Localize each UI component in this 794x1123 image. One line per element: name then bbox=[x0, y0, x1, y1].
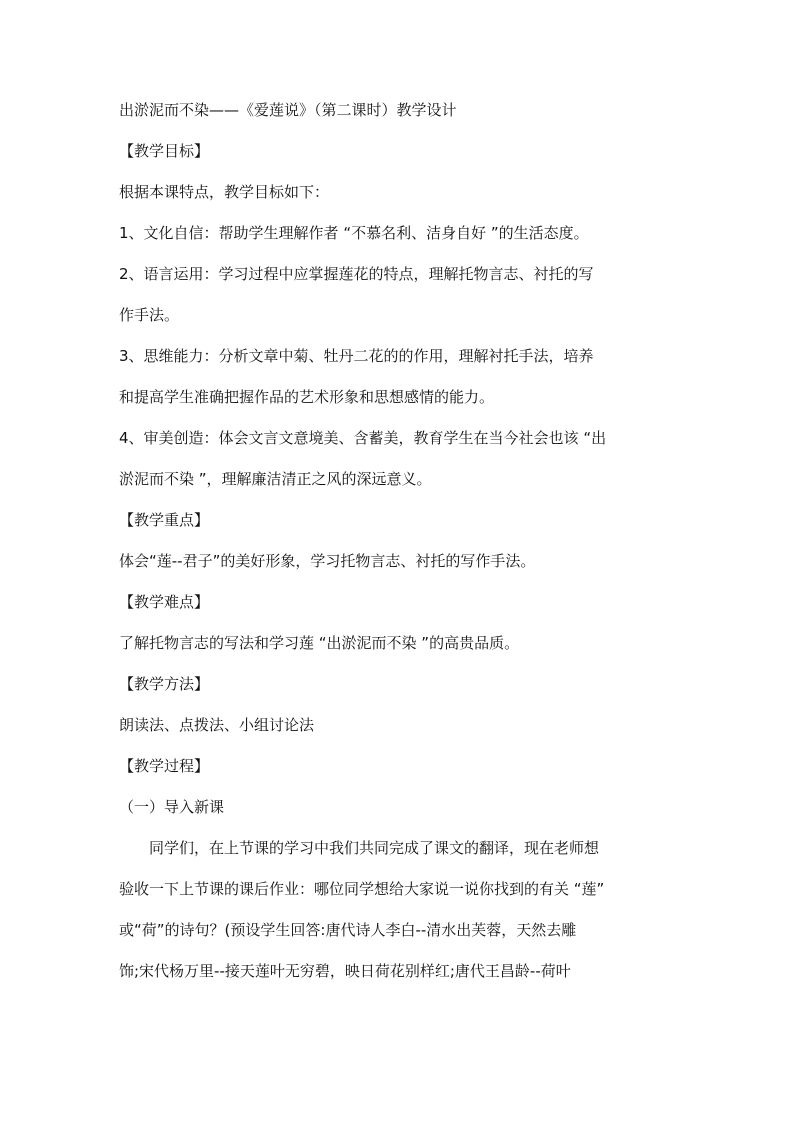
objective-3-line-1: 3、思维能力：分析文章中菊、牡丹二花的的作用，理解衬托手法，培养 bbox=[119, 347, 594, 365]
objectives-heading: 【教学目标】 bbox=[119, 142, 210, 160]
objectives-intro: 根据本课特点，教学目标如下： bbox=[119, 183, 330, 201]
objective-2-line-2: 作手法。 bbox=[119, 306, 180, 324]
key-points-heading: 【教学重点】 bbox=[119, 511, 210, 529]
section-1-paragraph-line-2: 验收一下上节课的课后作业：哪位同学想给大家说一说你找到的有关 “莲” bbox=[119, 880, 605, 898]
objective-2-line-1: 2、语言运用：学习过程中应掌握莲花的特点，理解托物言志、衬托的写 bbox=[119, 265, 594, 283]
section-1-paragraph-line-3: 或“荷”的诗句？(预设学生回答:唐代诗人李白--清水出芙蓉，天然去雕 bbox=[119, 921, 577, 939]
difficulties-heading: 【教学难点】 bbox=[119, 593, 210, 611]
section-1-paragraph-line-4: 饰;宋代杨万里--接天莲叶无穷碧，映日荷花别样红;唐代王昌龄--荷叶 bbox=[119, 962, 571, 980]
section-1-paragraph-line-1: 同学们，在上节课的学习中我们共同完成了课文的翻译，现在老师想 bbox=[149, 839, 600, 857]
document-page bbox=[119, 100, 679, 981]
document-title: 出淤泥而不染——《爱莲说》（第二课时）教学设计 bbox=[119, 101, 457, 119]
section-1-heading: （一）导入新课 bbox=[119, 798, 225, 816]
methods-text: 朗读法、点拨法、小组讨论法 bbox=[119, 716, 315, 734]
objective-4-line-2: 淤泥而不染 ”，理解廉洁清正之风的深远意义。 bbox=[119, 470, 432, 488]
key-points-text: 体会“莲--君子”的美好形象，学习托物言志、衬托的写作手法。 bbox=[119, 552, 536, 570]
methods-heading: 【教学方法】 bbox=[119, 675, 210, 693]
objective-1: 1、文化自信：帮助学生理解作者 “不慕名利、洁身自好 ”的生活态度。 bbox=[119, 224, 589, 242]
objective-3-line-2: 和提高学生准确把握作品的艺术形象和思想感情的能力。 bbox=[119, 388, 495, 406]
difficulties-text: 了解托物言志的写法和学习莲 “出淤泥而不染 ”的高贵品质。 bbox=[119, 634, 520, 652]
objective-4-line-1: 4、审美创造：体会文言文意境美、含蓄美，教育学生在当今社会也该 “出 bbox=[119, 429, 607, 447]
process-heading: 【教学过程】 bbox=[119, 757, 210, 775]
